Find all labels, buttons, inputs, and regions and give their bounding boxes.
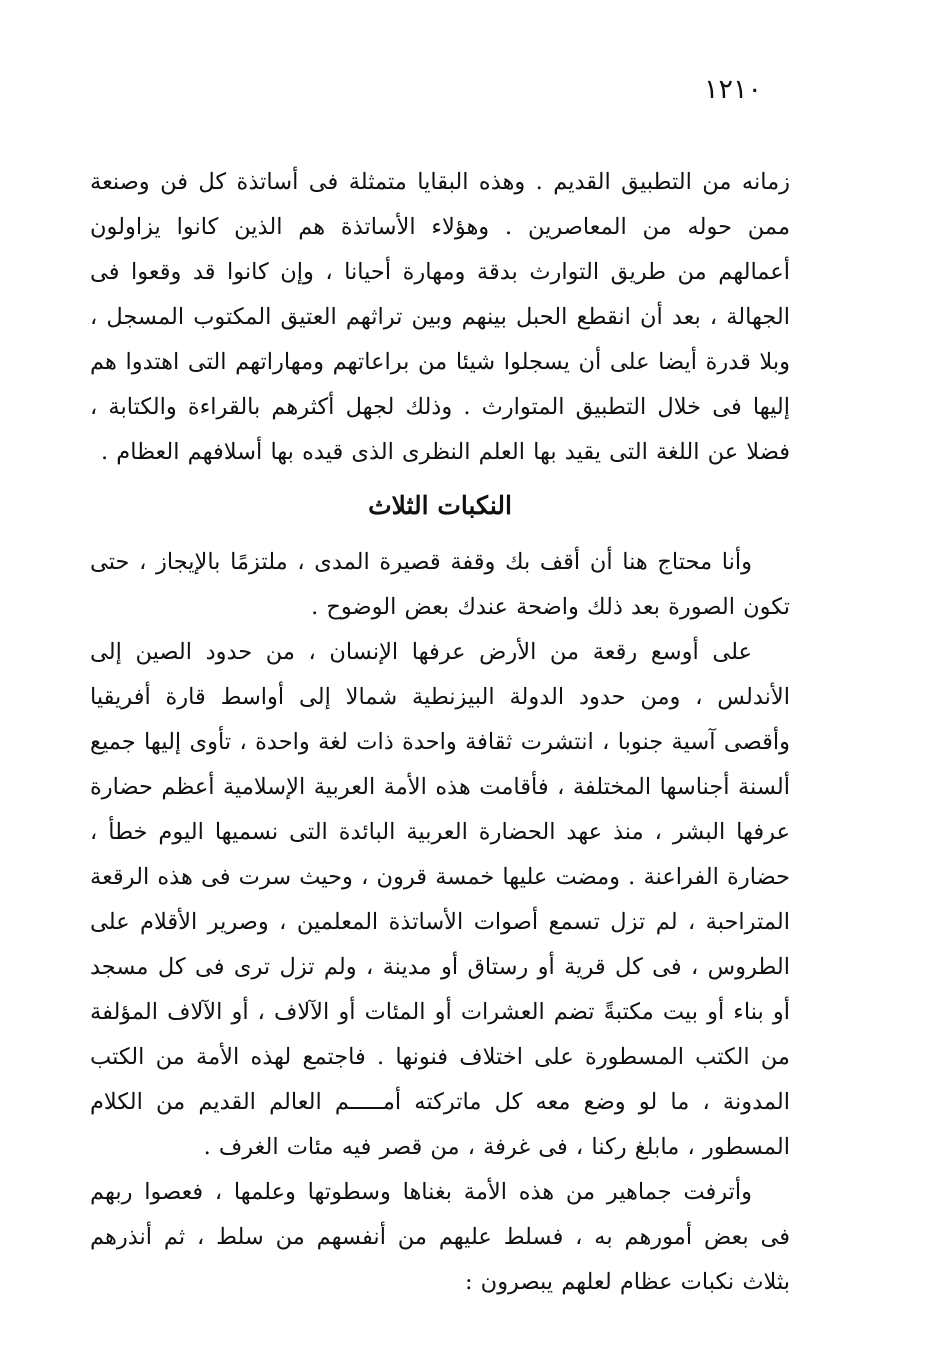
paragraph-3: وأترفت جماهير من هذه الأمة بغناها وسطوتها وعلمها ، فعصوا ربهم فى بعض أمورهم به ، فسلط عليهم من أنفسهم من سلط ، ثم أنذرهم بثلاث نكبات عظام لعلهم يبصرون : <box>90 1179 790 1295</box>
page-number: ١٢١٠ <box>703 74 762 105</box>
paragraph-2: على أوسع رقعة من الأرض عرفها الإنسان ، من حدود الصين إلى الأندلس ، ومن حدود الدولة البيزنطية شمالا إلى أواسط قارة أفريقيا وأقصى آسية جنوبا ، انتشرت ثقافة واحدة ذات لغة واحدة ، تأوى إليها جميع ألسنة أجناسها المختلفة ، فأقامت هذه الأمة العربية الإسلامية أعظم حضارة عرفها البشر ، منذ عهد الحضارة العربية البائدة التى نسميها اليوم خطأ ، حضارة الفراعنة . ومضت عليها خمسة قرون ، وحيث سرت فى هذه الرقعة المتراحبة ، لم تزل تسمع أصوات الأساتذة المعلمين ، وصرير الأقلام على الطروس ، فى كل قرية أو رستاق أو مدينة ، ولم تزل ترى فى كل مسجد أو بناء أو بيت مكتبةً تضم العشرات أو المئات أو الآلاف ، أو الآلاف المؤلفة من الكتب المسطورة على اختلاف فنونها . فاجتمع لهذه الأمة من الكتب المدونة ، ما لو وضع معه كل ماتركته أمـــــم العالم القديم من الكلام المسطور ، مابلغ ركنا ، فى غرفة ، من قصر فيه مئات الغرف . <box>90 639 790 1160</box>
paragraph-intro: زمانه من التطبيق القديم . وهذه البقايا متمثلة فى أساتذة كل فن وصنعة ممن حوله من المعاصرين . وهؤلاء الأساتذة هم الذين كانوا يزاولون أعمالهم من طريق التوارث بدقة ومهارة أحيانا ، وإن كانوا قد وقعوا فى الجهالة ، بعد أن انقطع الحبل بينهم وبين تراثهم العتيق المكتوب المسجل ، وبلا قدرة أيضا على أن يسجلوا شيئا من براعاتهم ومهاراتهم التى اهتدوا هم إليها فى خلال التطبيق المتوارث . وذلك لجهل أكثرهم بالقراءة والكتابة ، فضلا عن اللغة التى يقيد بها العلم النظرى الذى قيده بها أسلافهم العظام . <box>90 169 790 465</box>
body-text <box>90 160 790 1305</box>
section-heading: النكبات الثلاث <box>368 491 512 520</box>
paragraph-1: وأنا محتاج هنا أن أقف بك وقفة قصيرة المدى ، ملتزمًا بالإيجاز ، حتى تكون الصورة بعد ذلك واضحة عندك بعض الوضوح . <box>90 549 790 620</box>
